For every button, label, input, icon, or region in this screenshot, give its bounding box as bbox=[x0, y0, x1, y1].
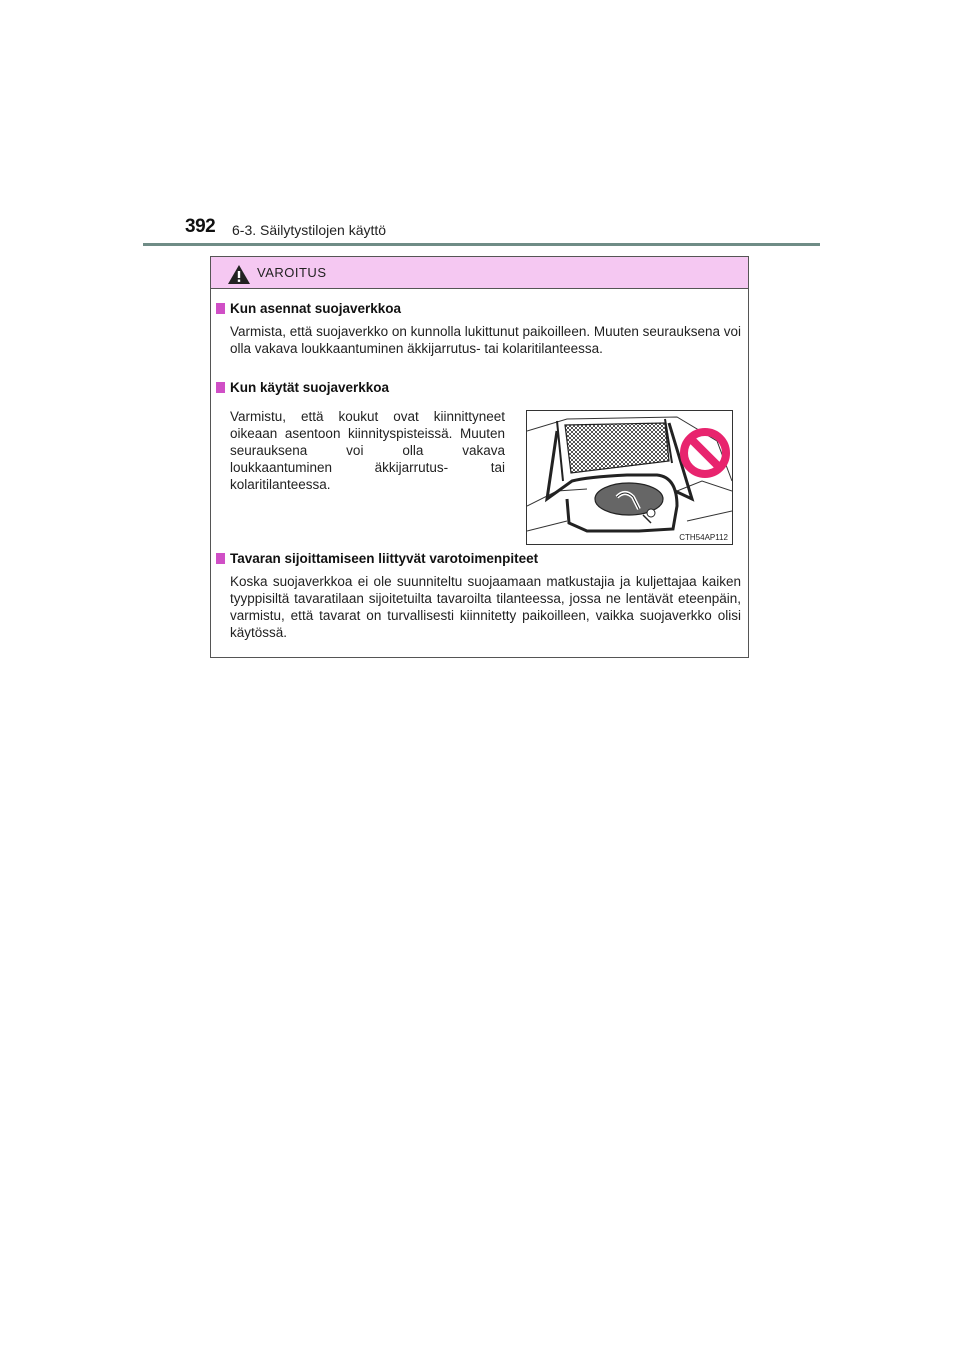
warning-item-text-1: Varmista, että suojaverkko on kunnolla lukittunut paikoilleen. Muuten seurauksena voi olla vakava loukkaantuminen äkkijarrutus- tai kolaritilanteessa. bbox=[230, 324, 741, 356]
figure-code: CTH54AP112 bbox=[679, 533, 728, 542]
warning-title: VAROITUS bbox=[257, 265, 327, 280]
bullet-square-icon bbox=[216, 553, 225, 564]
warning-item-heading-1: Kun asennat suojaverkkoa bbox=[216, 301, 401, 316]
bullet-square-icon bbox=[216, 303, 225, 314]
cargo-net-drawing bbox=[527, 411, 732, 544]
section-title: 6-3. Säilytystilojen käyttö bbox=[232, 222, 387, 238]
warning-triangle-icon bbox=[227, 264, 251, 285]
header-rule bbox=[143, 243, 820, 246]
cargo-net-illustration bbox=[526, 410, 733, 545]
warning-item-heading-3: Tavaran sijoittamiseen liittyvät varotoimenpiteet bbox=[216, 551, 538, 566]
page-number: 392 bbox=[185, 216, 216, 237]
warning-header bbox=[211, 257, 748, 289]
warning-item-text-3: Koska suojaverkkoa ei ole suunniteltu suojaamaan matkustajia ja kuljettajaa kaiken tyyppisiltä tavaratilaan sijoitetuilta tavaroilta tilanteessa, jossa ne lentävät eteenpäin, varmistu, että tavarat on turvallisesti kiinnitetty paikoilleen, vaikka suojaverkko olisi käytössä. bbox=[230, 574, 741, 640]
warning-item-heading-2: Kun käytät suojaverkkoa bbox=[216, 380, 389, 395]
page-header bbox=[0, 0, 960, 250]
warning-box bbox=[210, 256, 749, 658]
bullet-square-icon bbox=[216, 382, 225, 393]
prohibition-icon bbox=[684, 432, 726, 474]
warning-item-text-2: Varmistu, että koukut ovat kiinnittyneet oikeaan asentoon kiinnityspisteissä. Muuten seurauksena voi olla vakava loukkaantuminen äkkijarrutus- tai kolaritilanteessa. bbox=[230, 409, 505, 492]
